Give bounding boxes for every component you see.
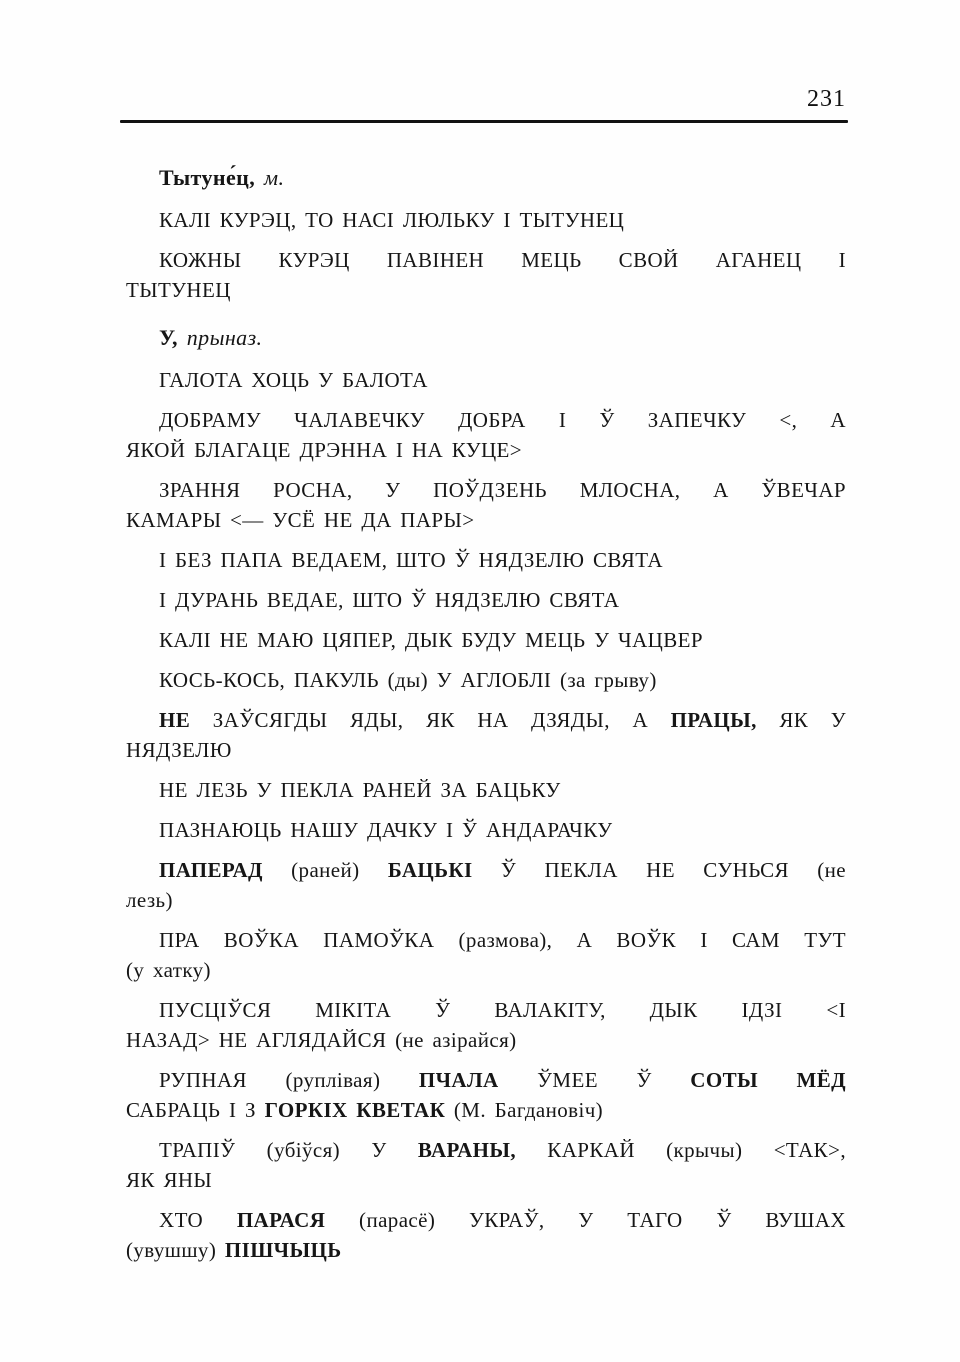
- headword-line: [126, 163, 846, 193]
- text-segment: Ў ПЕКЛА НЕ СУНЬСЯ: [472, 858, 818, 882]
- text-segment: ГАЛОТА ХОЦЬ У БАЛОТА: [159, 368, 428, 392]
- headword-text: Тытуне́ц,: [159, 165, 256, 190]
- proverb-line: [126, 925, 846, 955]
- text-segment: НАЗАД> НЕ АГЛЯДАЙСЯ: [126, 1028, 396, 1052]
- proverb-line: [126, 815, 846, 845]
- page-header: [0, 0, 960, 120]
- text-segment: РУПНАЯ: [159, 1068, 286, 1092]
- text-segment: лезь): [126, 888, 173, 912]
- text-segment: НЕ: [159, 708, 191, 732]
- text-segment: ПРА ВОЎКА ПАМОЎКА: [159, 928, 459, 952]
- entry-headword: [126, 323, 846, 353]
- text-segment: [380, 1068, 419, 1092]
- text-segment: прыназ.: [186, 325, 263, 350]
- proverb-line: [126, 735, 846, 765]
- proverb-line: [126, 365, 846, 395]
- proverb-line: [126, 665, 846, 695]
- text-segment: НЯДЗЕЛЮ: [126, 738, 232, 762]
- text-segment: [445, 1098, 454, 1122]
- proverb-line: [126, 625, 846, 655]
- proverb-line: [126, 245, 846, 275]
- proverb: [126, 585, 846, 615]
- text-segment: ПРАЦЫ,: [670, 708, 757, 732]
- text-segment: м.: [264, 165, 285, 190]
- text-segment: ДОБРАМУ ЧАЛАВЕЧКУ ДОБРА І Ў ЗАПЕЧКУ <, А: [159, 408, 846, 432]
- text-segment: КОСЬ-КОСЬ, ПАКУЛЬ: [159, 668, 388, 692]
- text-segment: УКРАЎ, У ТАГО Ў ВУШАХ: [435, 1208, 847, 1232]
- proverb: [126, 705, 846, 765]
- proverb: [126, 475, 846, 535]
- text-segment: ЗРАННЯ РОСНА, У ПОЎДЗЕНЬ МЛОСНА, А ЎВЕЧАР: [159, 478, 846, 502]
- text-segment: ХТО: [159, 1208, 237, 1232]
- text-segment: КАМАРЫ <— УСЁ НЕ ДА ПАРЫ>: [126, 508, 475, 532]
- proverb: [126, 245, 846, 305]
- text-segment: [360, 858, 388, 882]
- text-segment: КОЖНЫ КУРЭЦ ПАВІНЕН МЕЦЬ СВОЙ АГАНЕЦ І: [159, 248, 846, 272]
- proverb: [126, 855, 846, 915]
- proverb-line: [126, 475, 846, 505]
- text-segment: (увушшу): [126, 1238, 217, 1262]
- proverb-line: [126, 585, 846, 615]
- entry-headword: [126, 163, 846, 193]
- text-segment: ГОРКІХ КВЕТАК: [264, 1098, 446, 1122]
- proverb-line: [126, 1095, 846, 1125]
- proverb: [126, 365, 846, 395]
- text-segment: (не: [817, 858, 846, 882]
- text-segment: КАРКАЙ: [516, 1138, 667, 1162]
- proverb: [126, 775, 846, 805]
- proverb: [126, 1065, 846, 1125]
- text-segment: [255, 165, 264, 190]
- text-segment: ЗАЎСЯГДЫ ЯДЫ, ЯК НА ДЗЯДЫ, А: [190, 708, 671, 732]
- text-segment: І БЕЗ ПАПА ВЕДАЕМ, ШТО Ў НЯДЗЕЛЮ СВЯТА: [159, 548, 663, 572]
- text-segment: (ды): [387, 668, 428, 692]
- text-segment: ПАПЕРАД: [159, 858, 263, 882]
- text-segment: САБРАЦЬ І З: [126, 1098, 265, 1122]
- proverb-line: [126, 405, 846, 435]
- proverb-line: [126, 1025, 846, 1055]
- proverb-line: [126, 1205, 846, 1235]
- text-segment: ЎМЕЕ Ў: [498, 1068, 691, 1092]
- text-segment: ПАЗНАЮЦЬ НАШУ ДАЧКУ І Ў АНДАРАЧКУ: [159, 818, 613, 842]
- text-segment: А ВОЎК І САМ ТУТ: [552, 928, 846, 952]
- text-segment: ПАРАСЯ: [236, 1208, 326, 1232]
- proverb: [126, 665, 846, 695]
- proverb-line: [126, 205, 846, 235]
- text-segment: У АГЛОБЛІ: [428, 668, 560, 692]
- proverb: [126, 405, 846, 465]
- proverb-line: [126, 995, 846, 1025]
- proverb: [126, 1135, 846, 1195]
- proverb-line: [126, 775, 846, 805]
- text-segment: [178, 325, 187, 350]
- proverb: [126, 205, 846, 235]
- text-segment: [263, 858, 291, 882]
- proverb-line: [126, 885, 846, 915]
- text-segment: (раней): [291, 858, 360, 882]
- text-segment: ЯКОЙ БЛАГАЦЕ ДРЭННА І НА КУЦЕ>: [126, 438, 523, 462]
- text-segment: ЯК У: [756, 708, 846, 732]
- text-segment: ПУСЦІЎСЯ МІКІТА Ў ВАЛАКІТУ, ДЫК ІДЗІ <І: [159, 998, 846, 1022]
- text-segment: СОТЫ МЁД: [690, 1068, 847, 1092]
- text-segment: НЕ ЛЕЗЬ У ПЕКЛА РАНЕЙ ЗА БАЦЬКУ: [159, 778, 561, 802]
- text-segment: (руплівая): [285, 1068, 381, 1092]
- proverb-line: [126, 955, 846, 985]
- text-segment: (размова),: [458, 928, 553, 952]
- proverb-line: [126, 705, 846, 735]
- headword-line: [126, 323, 846, 353]
- headword-text: У,: [159, 325, 178, 350]
- text-segment: <ТАК>,: [742, 1138, 846, 1162]
- text-segment: У: [340, 1138, 418, 1162]
- text-segment: ПЧАЛА: [418, 1068, 499, 1092]
- entries: [0, 123, 960, 1265]
- text-segment: (убіўся): [266, 1138, 341, 1162]
- text-segment: (за грыву): [559, 668, 657, 692]
- proverb-line: [126, 545, 846, 575]
- dictionary-entry-2: [126, 323, 846, 1265]
- proverb: [126, 625, 846, 655]
- text-segment: [325, 1208, 359, 1232]
- text-segment: ЯК ЯНЫ: [126, 1168, 213, 1192]
- text-segment: КАЛІ НЕ МАЮ ЦЯПЕР, ДЫК БУДУ МЕЦЬ У ЧАЦВЕР: [159, 628, 703, 652]
- proverb-line: [126, 435, 846, 465]
- proverb-line: [126, 275, 846, 305]
- text-segment: (крычы): [666, 1138, 743, 1162]
- text-segment: ВАРАНЫ,: [417, 1138, 517, 1162]
- text-segment: КАЛІ КУРЭЦ, ТО НАСІ ЛЮЛЬКУ І ТЫТУНЕЦ: [159, 208, 625, 232]
- proverb-line: [126, 1235, 846, 1265]
- proverb-line: [126, 1065, 846, 1095]
- proverb-line: [126, 855, 846, 885]
- text-segment: ТРАПІЎ: [159, 1138, 267, 1162]
- text-segment: ТЫТУНЕЦ: [126, 278, 231, 302]
- proverb: [126, 545, 846, 575]
- text-segment: (М. Багдановіч): [453, 1098, 604, 1122]
- text-segment: [216, 1238, 225, 1262]
- text-segment: (парасё): [359, 1208, 436, 1232]
- text-segment: (у хатку): [126, 958, 211, 982]
- proverb-line: [126, 1135, 846, 1165]
- text-segment: І ДУРАНЬ ВЕДАЕ, ШТО Ў НЯДЗЕЛЮ СВЯТА: [159, 588, 620, 612]
- text-segment: (не азірайся): [395, 1028, 517, 1052]
- proverb-line: [126, 505, 846, 535]
- text-segment: БАЦЬКІ: [387, 858, 473, 882]
- proverb: [126, 815, 846, 845]
- page-number: 231: [807, 86, 846, 112]
- dictionary-entry-1: [126, 163, 846, 305]
- proverb-line: [126, 1165, 846, 1195]
- proverb: [126, 1205, 846, 1265]
- proverb: [126, 995, 846, 1055]
- text-segment: ПІШЧЫЦЬ: [224, 1238, 342, 1262]
- proverb: [126, 925, 846, 985]
